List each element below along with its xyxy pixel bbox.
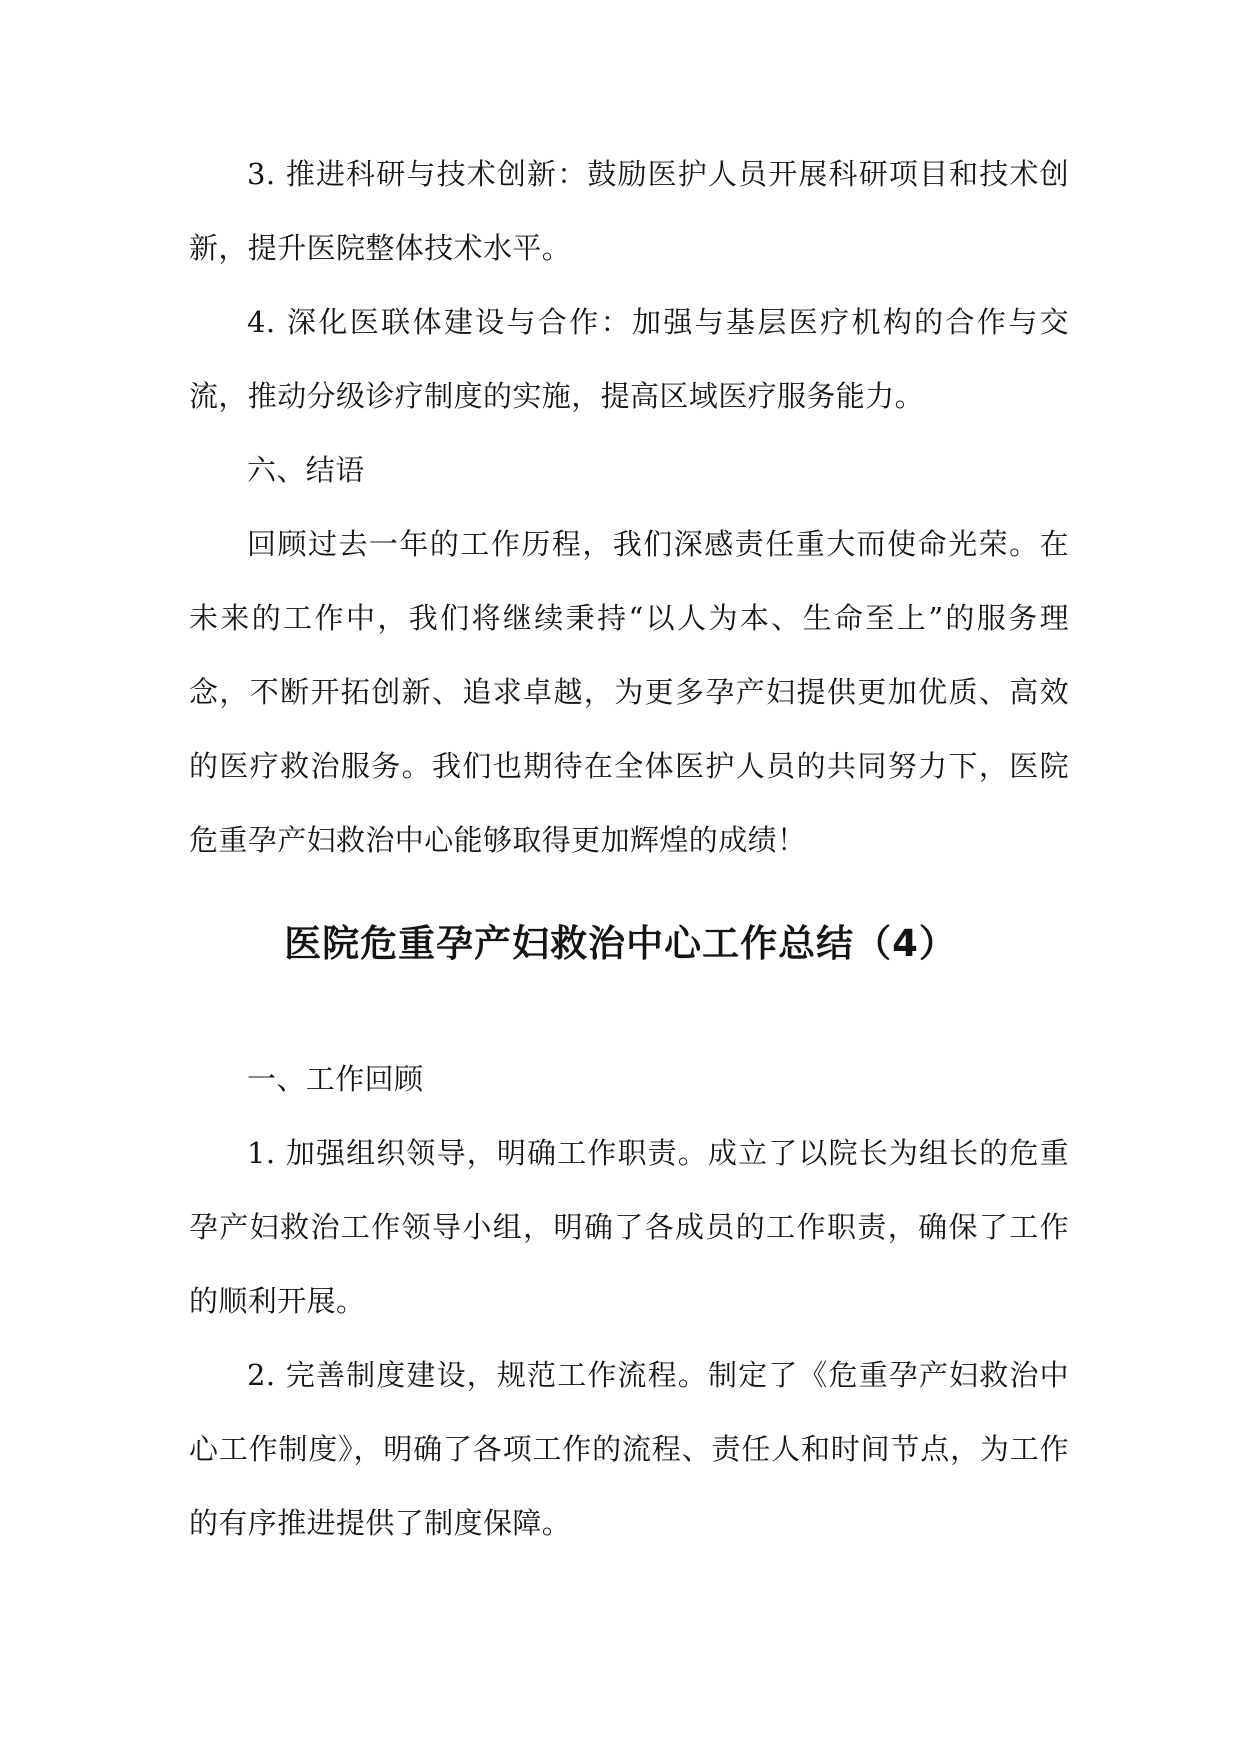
item-2-system-building: 2. 完善制度建设，规范工作流程。制定了《危重孕产妇救治中心工作制度》，明确了各项工作的流程、责任人和时间节点，为工作的有序推进提供了制度保障。	[189, 1358, 1069, 1540]
item-4-medical-alliance: 4. 深化医联体建设与合作：加强与基层医疗机构的合作与交流，推动分级诊疗制度的实施，提高区域医疗服务能力。	[189, 305, 1069, 413]
item-3-research-innovation: 3. 推进科研与技术创新：鼓励医护人员开展科研项目和技术创新，提升医院整体技术水平。	[189, 157, 1069, 265]
conclusion-paragraph: 回顾过去一年的工作历程，我们深感责任重大而使命光荣。在未来的工作中，我们将继续秉持“以人为本、生命至上”的服务理念，不断开拓创新、追求卓越，为更多孕产妇提供更加优质、高效的医疗救治服务。我们也期待在全体医护人员的共同努力下，医院危重孕产妇救治中心能够取得更加辉煌的成绩！	[189, 527, 1069, 857]
item-1-organization: 1. 加强组织领导，明确工作职责。成立了以院长为组长的危重孕产妇救治工作领导小组，明确了各成员的工作职责，确保了工作的顺利开展。	[189, 1136, 1069, 1318]
document-title: 医院危重孕产妇救治中心工作总结（4）	[284, 922, 957, 965]
heading-work-review: 一、工作回顾	[247, 1062, 424, 1096]
heading-conclusion: 六、结语	[247, 453, 365, 487]
